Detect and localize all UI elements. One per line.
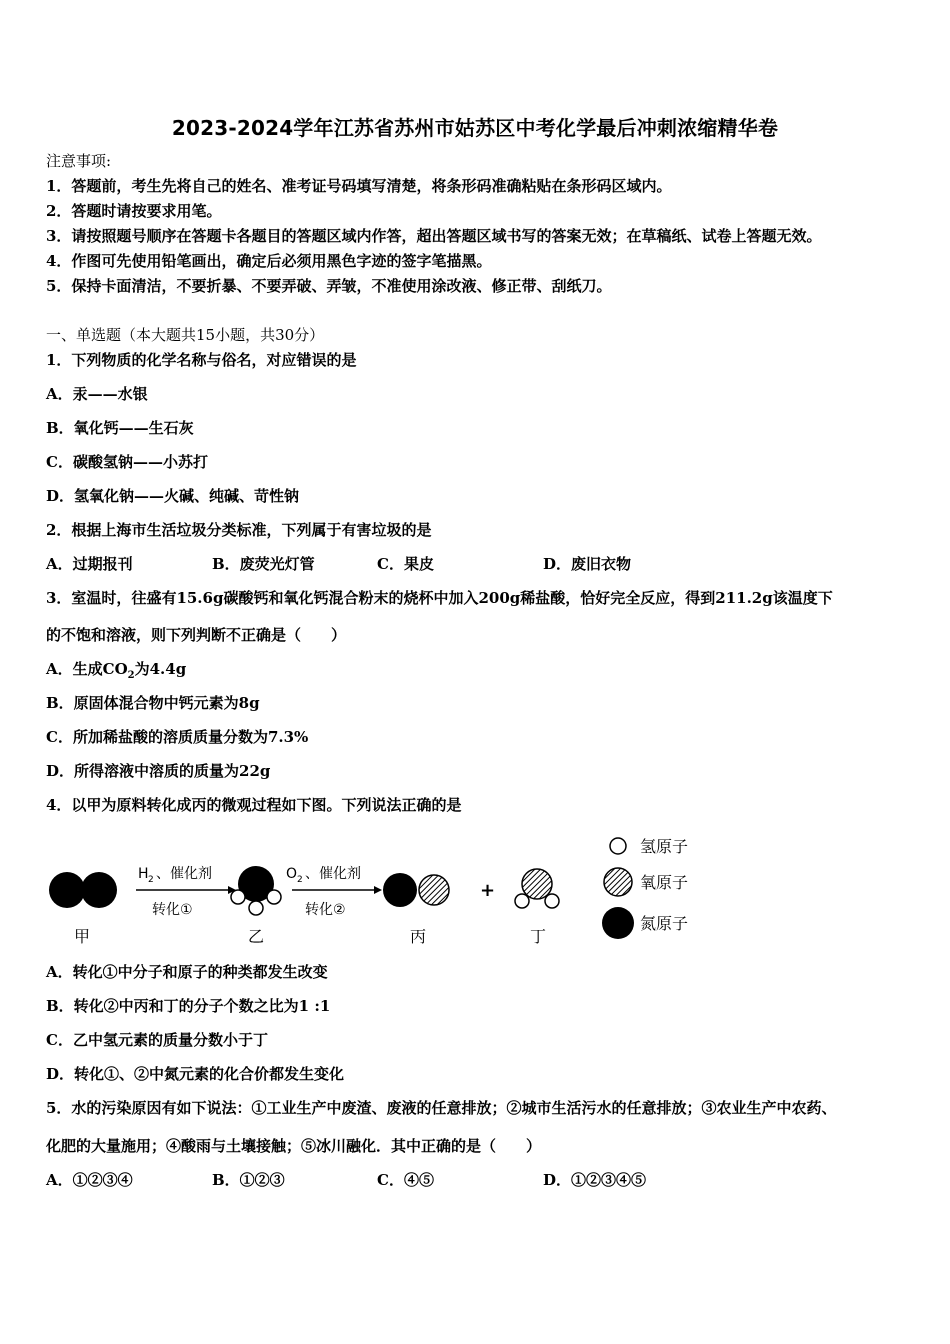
notice-item-5: 5．保持卡面清洁，不要折暴、不要弄破、弄皱，不准使用涂改液、修正带、刮纸刀。 [46, 277, 612, 295]
q4-reaction-diagram [40, 826, 720, 954]
q4-option-c: C．乙中氢元素的质量分数小于丁 [46, 1031, 268, 1049]
q3-option-a [46, 660, 186, 685]
arrow-conversion-1 [136, 865, 236, 918]
legend-nitrogen-icon [602, 907, 634, 939]
legend [602, 837, 688, 939]
arrow1-reagent-sub: 2 [148, 875, 154, 885]
legend-nitrogen-label: 氮原子 [640, 914, 689, 933]
notice-item-1: 1．答题前，考生先将自己的姓名、准考证号码填写清楚，将条形码准确粘贴在条形码区域内。 [46, 177, 672, 195]
q1-option-d: D．氢氧化钠——火碱、纯碱、苛性钠 [46, 487, 300, 505]
arrow2-reagent-sub: 2 [297, 875, 303, 885]
arrow2-reagent: O [286, 866, 298, 882]
molecule-bing [383, 873, 449, 907]
label-ding: 丁 [530, 927, 547, 946]
arrow1-reagent: H [138, 866, 149, 882]
notice-item-2: 2．答题时请按要求用笔。 [46, 202, 222, 220]
q4-option-a: A．转化①中分子和原子的种类都发生改变 [46, 963, 328, 981]
legend-oxygen-label: 氧原子 [640, 873, 689, 892]
arrow-conversion-2 [286, 865, 382, 918]
plus-sign: + [480, 880, 496, 901]
q5-stem-line1: 5．水的污染原因有如下说法：①工业生产中废渣、废液的任意排放；②城市生活污水的任意排放；③农业生产中农药、 [46, 1099, 837, 1117]
q3-option-d: D．所得溶液中溶质的质量为22g [46, 762, 271, 780]
q1-option-c: C．碳酸氢钠——小苏打 [46, 453, 208, 471]
molecule-ding [515, 869, 559, 908]
q3-option-b: B．原固体混合物中钙元素为8g [46, 694, 260, 712]
arrow1-catalyst: 、催化剂 [156, 866, 212, 882]
notice-item-3: 3．请按照题号顺序在答题卡各题目的答题区域内作答，超出答题区域书写的答案无效；在草稿纸、试卷上答题无效。 [46, 227, 822, 245]
q3-stem-line2: 的不饱和溶液，则下列判断不正确是（ ） [46, 626, 347, 644]
q5-option-b: B．①②③ [212, 1171, 285, 1189]
q4-stem: 4．以甲为原料转化成丙的微观过程如下图。下列说法正确的是 [46, 796, 462, 814]
q2-option-d: D．废旧衣物 [543, 555, 632, 573]
arrow1-label: 转化① [152, 902, 193, 918]
q3-option-a-value: 为4.4g [134, 660, 187, 678]
arrow2-catalyst: 、催化剂 [305, 866, 361, 882]
legend-oxygen-icon [604, 868, 632, 896]
legend-hydrogen-icon [610, 838, 626, 854]
q3-option-c: C．所加稀盐酸的溶质质量分数为7.3% [46, 728, 309, 746]
q5-stem-line2: 化肥的大量施用；④酸雨与土壤接触；⑤冰川融化．其中正确的是（ ） [46, 1137, 542, 1155]
notice-item-4: 4．作图可先使用铅笔画出，确定后必须用黑色字迹的签字笔描黑。 [46, 252, 492, 270]
q5-option-a: A．①②③④ [46, 1171, 133, 1189]
q3-option-a-text: A．生成CO [46, 660, 128, 678]
q3-stem-line1: 3．室温时，往盛有15.6g碳酸钙和氧化钙混合粉末的烧杯中加入200g稀盐酸，恰好完全反应，得到211.2g该温度下 [46, 589, 833, 607]
label-bing: 丙 [410, 927, 427, 946]
molecule-jia [49, 872, 117, 908]
molecule-yi [231, 866, 281, 915]
q5-option-d: D．①②③④⑤ [543, 1171, 647, 1189]
q1-option-b: B．氧化钙——生石灰 [46, 419, 194, 437]
q1-stem: 1．下列物质的化学名称与俗名，对应错误的是 [46, 351, 357, 369]
legend-hydrogen-label: 氢原子 [640, 837, 689, 856]
page-title: 2023-2024学年江苏省苏州市姑苏区中考化学最后冲刺浓缩精华卷 [171, 116, 779, 140]
q1-option-a: A．汞——水银 [46, 385, 148, 403]
section-heading: 一、单选题（本大题共15小题，共30分） [46, 326, 325, 344]
label-yi: 乙 [248, 927, 265, 946]
q4-option-d: D．转化①、②中氮元素的化合价都发生变化 [46, 1065, 345, 1083]
q2-option-a: A．过期报刊 [46, 555, 133, 573]
q5-option-c: C．④⑤ [377, 1171, 434, 1189]
q2-option-b: B．废荧光灯管 [212, 555, 315, 573]
q4-option-b: B．转化②中丙和丁的分子个数之比为1 :1 [46, 997, 331, 1015]
q2-option-c: C．果皮 [377, 555, 434, 573]
notice-heading: 注意事项: [46, 152, 112, 170]
q3-option-a-subscript: 2 [127, 670, 135, 681]
q2-stem: 2．根据上海市生活垃圾分类标准，下列属于有害垃圾的是 [46, 521, 432, 539]
label-jia: 甲 [74, 927, 91, 946]
arrow2-label: 转化② [305, 902, 346, 918]
